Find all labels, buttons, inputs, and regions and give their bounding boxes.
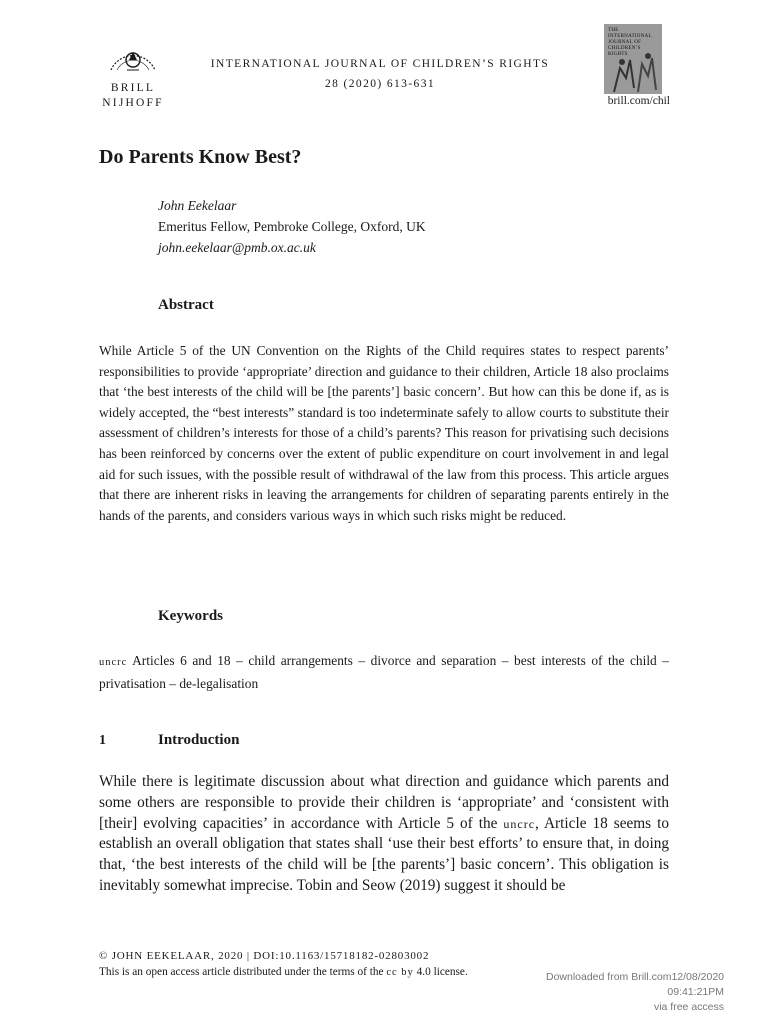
copyright-line: © JOHN EEKELAAR, 2020 | DOI:10.1163/15718182-02803002 — [99, 950, 430, 962]
publisher-line-2: NIJHOFF — [102, 97, 164, 109]
keywords-list: Articles 6 and 18 – child arrangements – divorce and separation – best interests of the child – privatisation – de-legalisation — [99, 653, 669, 691]
license-line — [99, 966, 468, 978]
brill-seal-logo — [103, 30, 163, 80]
cover-illustration — [604, 48, 662, 94]
section-number: 1 — [99, 733, 106, 748]
journal-site-link[interactable]: brill.com/chil — [607, 95, 670, 107]
body-text-part-2: , Article 18 seems to establish an overall obligation that states shall ‘use their best efforts’ to ensure that, in doing that, ‘the best interests of the child will be [the parents’] basic concern’. This obligation is inevitably somewhat imprecise. Tobin and Seow (2019) suggest it should be — [99, 814, 669, 894]
publisher-name — [98, 81, 168, 111]
author-name: John Eekelaar — [158, 198, 237, 213]
body-uncrc: uncrc — [503, 816, 536, 831]
author-email-link[interactable]: john.eekelaar@pmb.ox.ac.uk — [158, 240, 316, 255]
author-affiliation: Emeritus Fellow, Pembroke College, Oxford, UK — [158, 219, 426, 234]
article-title: Do Parents Know Best? — [99, 146, 302, 168]
keywords-heading: Keywords — [158, 608, 223, 624]
keywords-text — [99, 651, 669, 694]
download-line-2: via free access — [653, 1001, 724, 1013]
abstract-text: While Article 5 of the UN Convention on the Rights of the Child requires states to respect parents’ responsibilities to provide ‘appropriate’ direction and guidance to their children, Article 18 also proclaims that ‘the best interests of the child will be [the parents’] basic concern’. But how can this be done if, as is widely accepted, the “best interests” standard is too indeterminate safely to allow courts to substitute their assessment of children’s interests for those of a child’s parents? This reason for privatising such decisions has been reinforced by concerns over the extent of public expenditure on court involvement in and legal aid for such issues, with the possible result of withdrawal of the law from this process. This article argues that there are inherent risks in leaving the arrangements for children of separating parents entirely in the hands of the parents, and considers various ways in which such risks might be reduced. — [99, 343, 669, 523]
keywords-uncrc: uncrc — [99, 657, 128, 668]
journal-name: INTERNATIONAL JOURNAL OF CHILDREN’S RIGHTS — [210, 58, 550, 70]
publisher-line-1: BRILL — [110, 82, 156, 94]
cover-title: THE INTERNATIONAL JOURNAL OF CHILDREN’S RIGHTS — [608, 28, 652, 57]
journal-cover-image — [604, 24, 662, 94]
download-watermark — [488, 970, 724, 1015]
section-title: Introduction — [158, 732, 240, 748]
license-text: This is an open access article distributed under the terms of the — [99, 966, 387, 978]
journal-citation: 28 (2020) 613-631 — [324, 78, 436, 90]
abstract-heading: Abstract — [158, 297, 214, 313]
journal-header — [190, 54, 570, 94]
author-block — [158, 195, 426, 258]
section-body-text — [99, 772, 669, 897]
body-text-part-1: While there is legitimate discussion about what direction and guidance which parents and some others are responsible to provide their children is ‘appropriate’ and ‘consistent with [their] evolving capacities’ in accordance with Article 5 of the — [99, 773, 669, 832]
download-line-1: Downloaded from Brill.com12/08/2020 09:41:21PM — [545, 971, 724, 998]
license-cc: cc by — [386, 967, 414, 978]
license-version: 4.0 license. — [413, 966, 468, 978]
